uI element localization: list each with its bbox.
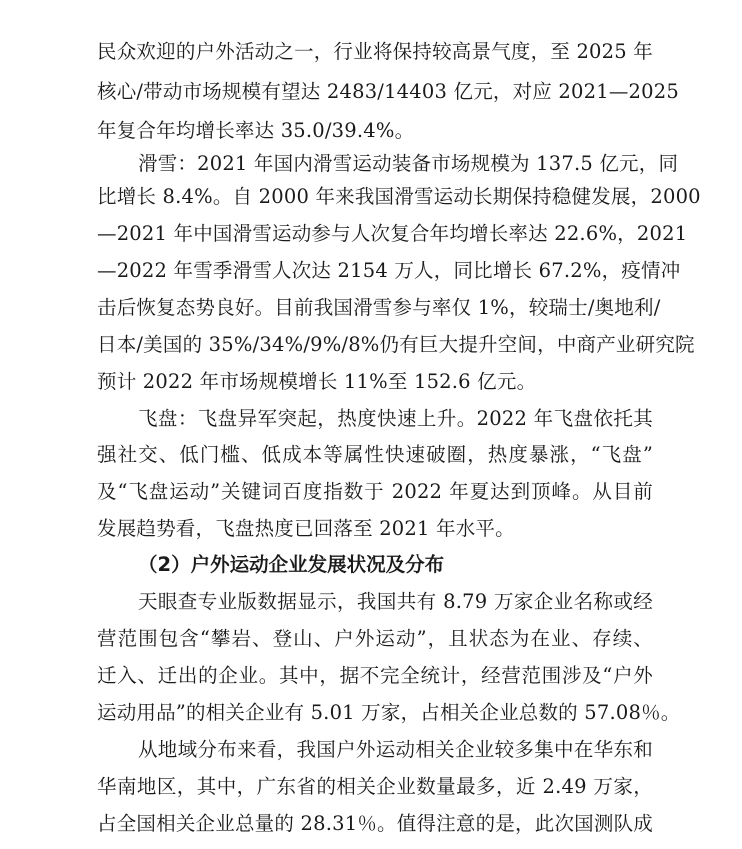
paragraph-line: 迁入、迁出的企业。其中，据不完全统计，经营范围涉及“户外 xyxy=(97,664,653,687)
paragraph-line: 民众欢迎的户外活动之一，行业将保持较高景气度，至 2025 年 xyxy=(97,40,653,63)
paragraph-line: 日本/美国的 35%/34%/9%/8%仍有巨大提升空间，中商产业研究院 xyxy=(97,333,695,356)
paragraph-line: 强社交、低门槛、低成本等属性快速破圈，热度暴涨，“飞盘” xyxy=(97,443,653,466)
paragraph-line: 天眼查专业版数据显示，我国共有 8.79 万家企业名称或经 xyxy=(138,590,653,613)
paragraph-line-skiing: 滑雪：2021 年国内滑雪运动装备市场规模为 137.5 亿元，同 xyxy=(138,152,679,175)
paragraph-line: —2021 年中国滑雪运动参与人次复合年均增长率达 22.6%，2021 xyxy=(97,222,688,245)
paragraph-line: 从地域分布来看，我国户外运动相关企业较多集中在华东和 xyxy=(138,738,653,761)
paragraph-line: 运动用品”的相关企业有 5.01 万家，占相关企业总数的 57.08％。 xyxy=(97,701,681,724)
paragraph-line: 发展趋势看，飞盘热度已回落至 2021 年水平。 xyxy=(97,517,515,540)
paragraph-line: 核心/带动市场规模有望达 2483/14403 亿元，对应 2021—2025 xyxy=(97,80,679,103)
paragraph-line: 华南地区，其中，广东省的相关企业数量最多，近 2.49 万家， xyxy=(97,775,653,798)
paragraph-line: —2022 年雪季滑雪人次达 2154 万人，同比增长 67.2%，疫情冲 xyxy=(97,259,681,282)
paragraph-line: 年复合年均增长率达 35.0/39.4%。 xyxy=(97,119,415,142)
paragraph-line: 比增长 8.4%。自 2000 年来我国滑雪运动长期保持稳健发展，2000 xyxy=(97,185,701,208)
paragraph-line: 击后恢复态势良好。目前我国滑雪参与率仅 1%，较瑞士/奥地利/ xyxy=(97,296,661,319)
paragraph-line: 及“飞盘运动”关键词百度指数于 2022 年夏达到顶峰。从目前 xyxy=(97,480,653,503)
paragraph-line: 营范围包含“攀岩、登山、户外运动”，且状态为在业、存续、 xyxy=(97,627,653,650)
section-heading: （2）户外运动企业发展状况及分布 xyxy=(138,553,445,576)
paragraph-line: 占全国相关企业总量的 28.31％。值得注意的是，此次国测队成 xyxy=(97,812,653,835)
paragraph-line-frisbee: 飞盘：飞盘异军突起，热度快速上升。2022 年飞盘依托其 xyxy=(138,407,653,430)
paragraph-line: 预计 2022 年市场规模增长 11%至 152.6 亿元。 xyxy=(97,370,537,393)
